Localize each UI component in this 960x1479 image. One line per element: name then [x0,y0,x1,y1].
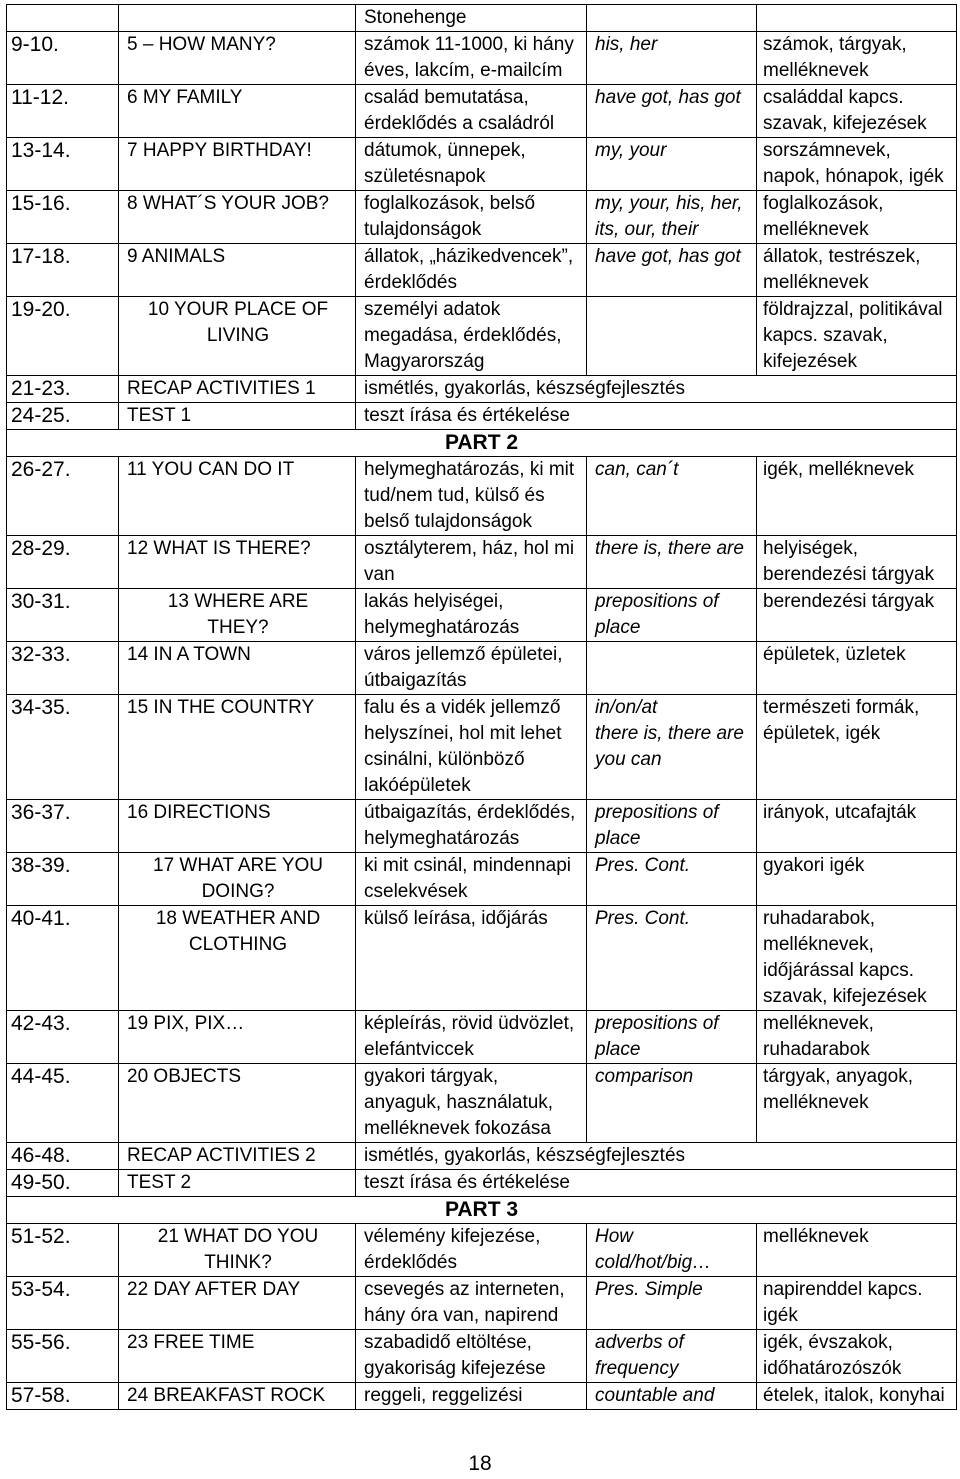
unit-cell [119,1224,356,1277]
lessons-cell [7,906,119,1011]
lessons-cell-text: 13-14. [11,139,71,162]
vocabulary-cell-text: állatok, testrészek, melléknevek [763,246,921,293]
table-row [7,589,957,642]
unit-cell-text: TEST 1 [127,405,192,426]
unit-cell [119,1143,356,1170]
topic-cell-text: külső leírása, időjárás [364,908,548,929]
unit-cell-text: 10 YOUR PLACE OF LIVING [147,299,329,346]
vocabulary-cell-text: természeti formák, épületek, igék [763,697,920,744]
unit-cell [119,589,356,642]
empty-cell [7,5,119,32]
activity-cell-text: ismétlés, gyakorlás, készségfejlesztés [364,1145,686,1166]
vocabulary-cell [757,457,957,536]
grammar-cell-text: Pres. Simple [595,1279,703,1300]
unit-cell-text: 12 WHAT IS THERE? [127,538,311,559]
vocabulary-cell [757,85,957,138]
grammar-cell [587,1383,757,1410]
lessons-cell [7,1011,119,1064]
table-row [7,297,957,376]
unit-cell [119,191,356,244]
grammar-cell [587,297,757,376]
vocabulary-cell-text: helyiségek, berendezési tárgyak [763,538,935,585]
table-row [7,244,957,297]
lessons-cell-text: 9-10. [11,33,59,56]
topic-cell [356,457,587,536]
part-heading-row [7,1197,957,1224]
syllabus-table [6,4,957,1410]
unit-cell-text: 17 WHAT ARE YOU DOING? [153,855,323,902]
topic-cell [356,5,587,32]
topic-cell [356,1064,587,1143]
topic-cell-text: város jellemző épületei, útbaigazítás [364,644,563,691]
table-row [7,642,957,695]
empty-cell [119,5,356,32]
table-row [7,853,957,906]
lessons-cell-text: 11-12. [11,86,69,109]
lessons-cell-text: 15-16. [11,192,71,215]
unit-cell [119,1277,356,1330]
unit-cell-text: 8 WHAT´S YOUR JOB? [127,193,329,214]
lessons-cell-text: 40-41. [11,907,71,930]
grammar-cell [587,1330,757,1383]
unit-cell-text: 19 PIX, PIX… [127,1013,245,1034]
grammar-cell [587,1277,757,1330]
topic-cell-text: foglalkozások, belső tulajdonságok [364,193,536,240]
activity-cell-text: teszt írása és értékelése [364,1172,570,1193]
unit-cell [119,1011,356,1064]
grammar-cell-text: adverbs of frequency [595,1332,684,1379]
lessons-cell-text: 30-31. [11,590,71,613]
lessons-cell-text: 55-56. [11,1331,71,1354]
table-row [7,1330,957,1383]
vocabulary-cell [757,1330,957,1383]
table-row [7,1011,957,1064]
unit-cell [119,1064,356,1143]
topic-cell-text: ki mit csinál, mindennapi cselekvések [364,855,571,902]
topic-cell-text: gyakori tárgyak, anyaguk, használatuk, melléknevek fokozása [364,1066,554,1139]
vocabulary-cell-text: irányok, utcafajták [763,802,917,823]
top-fragment-text: Stonehenge [364,7,467,28]
unit-cell-text: 16 DIRECTIONS [127,802,271,823]
part-heading-text: PART 3 [444,1198,519,1221]
topic-cell [356,244,587,297]
topic-cell [356,1383,587,1410]
topic-cell-text: állatok, „házikedvencek”, érdeklődés [364,246,574,293]
lessons-cell-text: 32-33. [11,643,71,666]
grammar-cell-text: prepositions of place [595,802,719,849]
empty-cell [757,5,957,32]
grammar-cell-text: there is, there are [595,538,744,559]
unit-cell-text: 7 HAPPY BIRTHDAY! [127,140,312,161]
table-row [7,695,957,800]
grammar-cell [587,32,757,85]
vocabulary-cell-text: foglalkozások, melléknevek [763,193,884,240]
lessons-cell [7,1224,119,1277]
lessons-cell-text: 26-27. [11,458,71,481]
syllabus-table-body [7,5,957,1410]
grammar-cell [587,589,757,642]
grammar-cell-text: have got, has got [595,87,741,108]
table-row [7,1143,957,1170]
topic-cell [356,138,587,191]
grammar-cell-text: prepositions of place [595,591,719,638]
grammar-cell-text: Pres. Cont. [595,855,691,876]
unit-cell-text: 23 FREE TIME [127,1332,255,1353]
unit-cell-text: 6 MY FAMILY [127,87,243,108]
topic-cell [356,906,587,1011]
unit-cell-text: 13 WHERE ARE THEY? [167,591,309,638]
lessons-cell-text: 51-52. [11,1225,71,1248]
lessons-cell-text: 21-23. [11,377,71,400]
table-row [7,1170,957,1197]
unit-cell-text: RECAP ACTIVITIES 1 [127,378,316,399]
lessons-cell [7,244,119,297]
grammar-cell [587,853,757,906]
lessons-cell [7,1330,119,1383]
grammar-cell [587,536,757,589]
lessons-cell-text: 28-29. [11,537,71,560]
grammar-cell-text: in/on/at there is, there are you can [595,697,744,770]
vocabulary-cell-text: földrajzzal, politikával kapcs. szavak, kifejezések [763,299,943,372]
vocabulary-cell [757,1383,957,1410]
topic-cell [356,642,587,695]
vocabulary-cell-text: számok, tárgyak, melléknevek [763,34,907,81]
lessons-cell [7,376,119,403]
activity-cell-text: teszt írása és értékelése [364,405,570,426]
topic-cell-text: falu és a vidék jellemző helyszínei, hol mit lehet csinálni, különböző lakóépületek [364,697,562,796]
unit-cell-text: 9 ANIMALS [127,246,226,267]
activity-cell [356,1143,957,1170]
grammar-cell [587,191,757,244]
unit-cell [119,642,356,695]
vocabulary-cell [757,244,957,297]
grammar-cell-text: have got, has got [595,246,741,267]
page-number: 18 [468,1452,492,1475]
activity-cell [356,403,957,430]
topic-cell-text: számok 11-1000, ki hány éves, lakcím, e-mailcím [364,34,574,81]
vocabulary-cell [757,695,957,800]
table-row [7,800,957,853]
vocabulary-cell [757,906,957,1011]
topic-cell-text: útbaigazítás, érdeklődés, helymeghatározás [364,802,576,849]
unit-cell-text: 22 DAY AFTER DAY [127,1279,301,1300]
lessons-cell [7,1143,119,1170]
activity-cell [356,376,957,403]
unit-cell [119,457,356,536]
topic-cell [356,536,587,589]
unit-cell [119,297,356,376]
vocabulary-cell-text: gyakori igék [763,855,865,876]
grammar-cell [587,1011,757,1064]
topic-cell-text: család bemutatása, érdeklődés a családról [364,87,555,134]
lessons-cell [7,536,119,589]
grammar-cell [587,800,757,853]
table-row [7,191,957,244]
lessons-cell-text: 53-54. [11,1278,71,1301]
vocabulary-cell-text: ételek, italok, konyhai [763,1385,945,1406]
table-row [7,536,957,589]
topic-cell [356,1224,587,1277]
unit-cell [119,1170,356,1197]
unit-cell-text: 20 OBJECTS [127,1066,242,1087]
grammar-cell [587,906,757,1011]
table-row [7,1383,957,1410]
unit-cell-text: 11 YOU CAN DO IT [127,459,295,480]
part-heading-text: PART 2 [444,431,519,454]
topic-cell-text: lakás helyiségei, helymeghatározás [364,591,520,638]
table-row [7,138,957,191]
lessons-cell-text: 46-48. [11,1144,71,1167]
topic-cell [356,1330,587,1383]
grammar-cell [587,1064,757,1143]
vocabulary-cell-text: ruhadarabok, melléknevek, időjárással kapcs. szavak, kifejezések [763,908,927,1007]
vocabulary-cell-text: melléknevek, ruhadarabok [763,1013,874,1060]
vocabulary-cell [757,642,957,695]
vocabulary-cell-text: igék, melléknevek [763,459,915,480]
unit-cell [119,695,356,800]
unit-cell-text: TEST 2 [127,1172,192,1193]
grammar-cell-text: can, can´t [595,459,679,480]
table-row [7,403,957,430]
topic-cell-text: vélemény kifejezése, érdeklődés [364,1226,541,1273]
lessons-cell [7,853,119,906]
vocabulary-cell [757,589,957,642]
unit-cell-text: 24 BREAKFAST ROCK [127,1385,326,1406]
grammar-cell-text: How cold/hot/big… [595,1226,712,1273]
vocabulary-cell-text: tárgyak, anyagok, melléknevek [763,1066,913,1113]
table-row [7,376,957,403]
lessons-cell-text: 38-39. [11,854,71,877]
lessons-cell-text: 24-25. [11,404,71,427]
topic-cell-text: szabadidő eltöltése, gyakoriság kifejezése [364,1332,546,1379]
lessons-cell [7,642,119,695]
topic-cell-text: helymeghatározás, ki mit tud/nem tud, külső és belső tulajdonságok [364,459,575,532]
unit-cell-text: 5 – HOW MANY? [127,34,276,55]
table-row [7,906,957,1011]
unit-cell [119,138,356,191]
unit-cell [119,403,356,430]
lessons-cell [7,695,119,800]
lessons-cell [7,589,119,642]
vocabulary-cell [757,1224,957,1277]
table-row [7,1064,957,1143]
topic-cell-text: dátumok, ünnepek, születésnapok [364,140,526,187]
vocabulary-cell [757,297,957,376]
unit-cell [119,853,356,906]
vocabulary-cell [757,138,957,191]
topic-cell [356,32,587,85]
unit-cell [119,536,356,589]
lessons-cell [7,1277,119,1330]
vocabulary-cell [757,1064,957,1143]
vocabulary-cell [757,853,957,906]
topic-cell [356,191,587,244]
grammar-cell [587,85,757,138]
grammar-cell-text: his, her [595,34,658,55]
vocabulary-cell [757,191,957,244]
activity-cell-text: ismétlés, gyakorlás, készségfejlesztés [364,378,686,399]
lessons-cell [7,1064,119,1143]
topic-cell-text: reggeli, reggelizési [364,1385,523,1406]
empty-cell [587,5,757,32]
grammar-cell-text: comparison [595,1066,694,1087]
topic-cell [356,695,587,800]
lessons-cell-text: 57-58. [11,1384,71,1407]
unit-cell [119,1330,356,1383]
unit-cell-text: RECAP ACTIVITIES 2 [127,1145,316,1166]
topic-cell [356,297,587,376]
table-row [7,32,957,85]
unit-cell [119,85,356,138]
lessons-cell [7,32,119,85]
unit-cell-text: 18 WEATHER AND CLOTHING [155,908,321,955]
topic-cell [356,589,587,642]
grammar-cell-text: prepositions of place [595,1013,719,1060]
topic-cell [356,800,587,853]
lessons-cell-text: 34-35. [11,696,71,719]
grammar-cell [587,695,757,800]
lessons-cell-text: 42-43. [11,1012,71,1035]
lessons-cell-text: 49-50. [11,1171,71,1194]
lessons-cell [7,1383,119,1410]
part-heading [7,1197,957,1224]
lessons-cell [7,403,119,430]
vocabulary-cell-text: melléknevek [763,1226,869,1247]
table-row-continuation [7,5,957,32]
topic-cell-text: osztályterem, ház, hol mi van [364,538,575,585]
vocabulary-cell-text: napirenddel kapcs. igék [763,1279,923,1326]
vocabulary-cell-text: családdal kapcs. szavak, kifejezések [763,87,927,134]
grammar-cell [587,244,757,297]
grammar-cell [587,138,757,191]
grammar-cell [587,642,757,695]
lessons-cell [7,85,119,138]
vocabulary-cell-text: sorszámnevek, napok, hónapok, igék [763,140,944,187]
vocabulary-cell [757,800,957,853]
lessons-cell [7,1170,119,1197]
unit-cell [119,800,356,853]
topic-cell [356,853,587,906]
vocabulary-cell-text: épületek, üzletek [763,644,906,665]
unit-cell [119,244,356,297]
topic-cell-text: képleírás, rövid üdvözlet, elefántviccek [364,1013,575,1060]
lessons-cell [7,138,119,191]
lessons-cell-text: 19-20. [11,298,71,321]
unit-cell-text: 15 IN THE COUNTRY [127,697,315,718]
unit-cell-text: 14 IN A TOWN [127,644,251,665]
grammar-cell-text: my, your, his, her, its, our, their [595,193,743,240]
grammar-cell-text: countable and [595,1385,715,1406]
grammar-cell-text: Pres. Cont. [595,908,691,929]
table-row [7,457,957,536]
vocabulary-cell-text: berendezési tárgyak [763,591,935,612]
unit-cell [119,32,356,85]
vocabulary-cell [757,1011,957,1064]
vocabulary-cell [757,536,957,589]
lessons-cell [7,297,119,376]
vocabulary-cell [757,1277,957,1330]
lessons-cell-text: 44-45. [11,1065,71,1088]
unit-cell [119,906,356,1011]
topic-cell-text: csevegés az interneten, hány óra van, napirend [364,1279,565,1326]
unit-cell-text: 21 WHAT DO YOU THINK? [157,1226,319,1273]
part-heading [7,430,957,457]
lessons-cell-text: 17-18. [11,245,71,268]
grammar-cell-text: my, your [595,140,667,161]
grammar-cell [587,1224,757,1277]
table-row [7,1277,957,1330]
lessons-cell-text: 36-37. [11,801,71,824]
vocabulary-cell-text: igék, évszakok, időhatározószók [763,1332,902,1379]
grammar-cell [587,457,757,536]
part-heading-row [7,430,957,457]
topic-cell-text: személyi adatok megadása, érdeklődés, Magyarország [364,299,562,372]
lessons-cell [7,800,119,853]
unit-cell [119,1383,356,1410]
lessons-cell [7,457,119,536]
activity-cell [356,1170,957,1197]
table-row [7,1224,957,1277]
vocabulary-cell [757,32,957,85]
topic-cell [356,1011,587,1064]
topic-cell [356,1277,587,1330]
table-row [7,85,957,138]
unit-cell [119,376,356,403]
lessons-cell [7,191,119,244]
topic-cell [356,85,587,138]
